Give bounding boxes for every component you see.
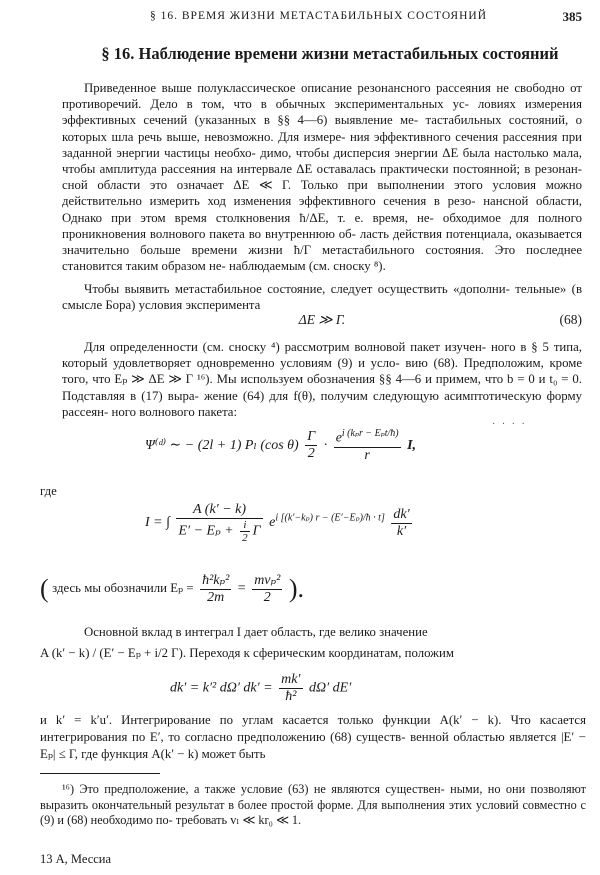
equation-I: I = ∫ A (k′ − k) E′ − Eₚ + $\frac{i}{2}$ Γ $e^{i [(k'-k_p) r - (E'-E_p)/ħ \cdot t]}$ $\frac{dk'}{k'}$ [145, 502, 410, 544]
section-heading: § 16. Наблюдение времени жизни метастабильных состояний [101, 44, 559, 63]
running-header-title: § 16. ВРЕМЯ ЖИЗНИ МЕТАСТАБИЛЬНЫХ СОСТОЯНИЙ [150, 10, 488, 22]
equation-68-number: (68) [559, 312, 582, 327]
text-gde: где [40, 484, 57, 498]
running-header [0, 10, 600, 30]
page-number: 385 [562, 9, 582, 24]
equation-dk: dk′ = k′² dΩ′ dk′ = $\frac{mk'}{\text{ħ²}}$ dΩ′ dE′ [170, 672, 352, 704]
equation-psi: Ψ⁽ᵈ⁾ ∼ − (2l + 1) Pₗ (cos θ) $\frac{\Gamma}{2}$ · $\frac{e^{i (k_pr - E_pt/ħ)}}{r}$ I, [145, 428, 417, 463]
footnote-16: ¹⁶) Это предположение, а также условие (63) не являются существен- ными, но они позволяют выразить окончательный результат в более простой форме. Для выполнения этих условий совместно с (9) и (68) необходимо по- требовать vₗ ≪ kr₀ ≪ 1. [40, 782, 587, 827]
decorative-dots: · · · · [492, 419, 527, 430]
equation-note: ( здесь мы обозначили Eₚ = $\frac{\text{ħ²kₚ²}}{2m}$ = $\frac{\text{mvₚ²}}{2}$ ). [40, 573, 304, 605]
printer-signature: 13 А, Мессиа [40, 852, 112, 866]
equation-68-formula: ΔE ≫ Γ. [298, 312, 346, 327]
equation-68 [62, 310, 582, 332]
paragraph-4: Основной вклад в интеграл I дает область, где велико значение A (k′ − k) / (E′ − Eₚ + i/2 Γ). Переходя к сферическим координатам, положим [40, 625, 454, 660]
footnote-divider [40, 773, 160, 774]
paragraph-1: Приведенное выше полуклассическое описание резонансного рассеяния не свободно от противоречий. Дело в том, что в обычных экспериментальных ус- ловиях измерения эффективных сечений (указанных в §§ 4—6) выявление ме- тастабильных состояний, о которых шла речь выше, невозможно. Для измере- ния эффективного сечения рассеяния при заданной энергии частицы необхо- димо, чтобы дисперсия энергии ΔE была настолько мала, чтобы амплитуда рассеяния на интервале ΔE оставалась практически постоянной; в резонан- сной области это означает ΔE ≪ Γ. Только при выполнении этого условия можно действительно измерить ход изменения эффективного сечения в резо- нансной области, Однако при этом время столкновения ħ/ΔE, т. е. время, не- обходимое для полного проникновения волнового пакета во внутреннюю об- ласть действия потенциала, оказывается значительно больше времени жизни ħ/Γ метастабильного состояния. Это последнее становится таким образом не- наблюдаемым (см. сноску ⁸). [62, 81, 583, 274]
paragraph-3: Для определенности (см. сноску ⁴) рассмотрим волновой пакет изучен- ного в § 5 типа, который удовлетворяет одновременно условиям (9) и усло- вию (68). Предположим, кроме того, что Eₚ ≫ ΔE ≫ Γ ¹⁶). Мы используем обозначения §§ 4—6 и примем, что b = 0 и t₀ = 0. Подставляя в (17) выра- жение (64) для f(θ), получим следующую асимптотическую форму рассеян- ного волнового пакета: [62, 340, 583, 419]
paragraph-5: и k′ = k′u′. Интегрирование по углам касается только функции A(k′ − k). Что касается интегрирования по E′, то согласно предположению (68) существ- венной областью является |E′ − Eₚ| ≤ Γ, где функция A(k′ − k) может быть [40, 713, 586, 761]
paragraph-2: Чтобы выявить метастабильное состояние, следует осуществить «дополни- тельные» (в смысле Бора) условия эксперимента [62, 282, 582, 313]
